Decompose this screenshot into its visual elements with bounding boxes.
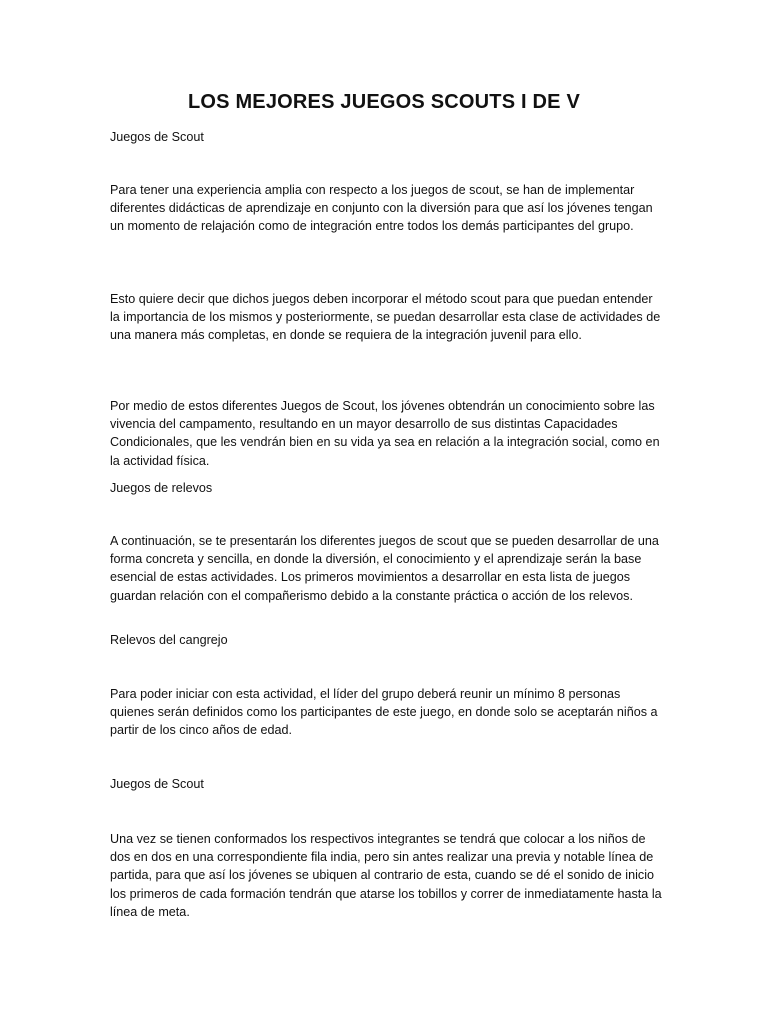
paragraph-continuacion: A continuación, se te presentarán los diferentes juegos de scout que se pueden desarrollar de una forma concreta y sencilla, en donde la diversión, el conocimiento y el aprendizaje serán la base esencial de estas actividades. Los primeros movimientos a desarrollar en esta lista de juegos guardan relación con el compañerismo debido a la constante práctica o acción de los relevos. <box>110 534 659 603</box>
section-heading-relevos-del-cangrejo: Relevos del cangrejo <box>110 633 228 647</box>
section-heading-juegos-de-relevos: Juegos de relevos <box>110 481 213 495</box>
document-title: LOS MEJORES JUEGOS SCOUTS I DE V <box>187 91 581 113</box>
paragraph-integrantes: Una vez se tienen conformados los respectivos integrantes se tendrá que colocar a los niños de dos en dos en una correspondiente fila india, pero sin antes realizar una previa y notable línea de partida, para que así los jóvenes se ubiquen al contrario de esta, cuando se dé el sonido de inicio los primeros de cada formación tendrán que atarse los tobillos y correr de inmediatamente hasta la línea de meta. <box>110 832 662 919</box>
section-heading-juegos-de-scout: Juegos de Scout <box>110 130 204 144</box>
paragraph-conocimiento: Por medio de estos diferentes Juegos de Scout, los jóvenes obtendrán un conocimiento sobre las vivencia del campamento, resultando en un mayor desarrollo de sus distintas Capacidades Condicionales, que les vendrán bien en su vida ya sea en relación a la integración social, como en la actividad física. <box>110 399 660 468</box>
paragraph-intro: Para tener una experiencia amplia con respecto a los juegos de scout, se han de implementar diferentes didácticas de aprendizaje en conjunto con la diversión para que así los jóvenes tengan un momento de relajación como de integración entre todos los demás participantes del grupo. <box>110 183 653 234</box>
paragraph-metodo-scout: Esto quiere decir que dichos juegos deben incorporar el método scout para que puedan entender la importancia de los mismos y posteriormente, se puedan desarrollar esta clase de actividades de una manera más completas, en donde se requiera de la integración juvenil para ello. <box>110 292 661 343</box>
section-heading-juegos-de-scout-2: Juegos de Scout <box>110 777 204 791</box>
paragraph-iniciar-actividad: Para poder iniciar con esta actividad, el líder del grupo deberá reunir un mínimo 8 personas quienes serán definidos como los participantes de este juego, en donde solo se aceptarán niños a partir de los cinco años de edad. <box>110 687 658 738</box>
